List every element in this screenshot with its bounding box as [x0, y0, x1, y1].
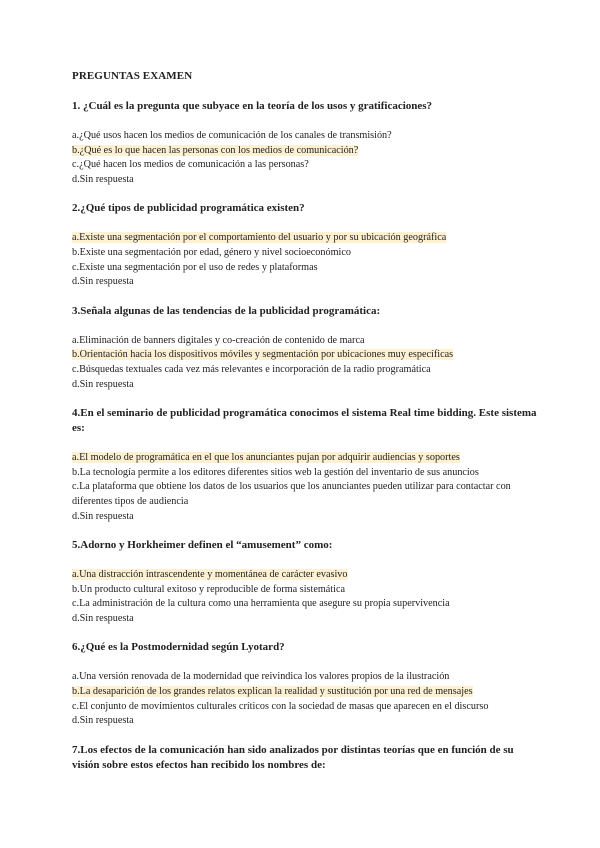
answer-option: d.Sin respuesta: [72, 510, 134, 522]
question-text: 1. ¿Cuál es la pregunta que subyace en la teoría de los usos y gratificaciones?: [72, 100, 433, 112]
answer-option: a.¿Qué usos hacen los medios de comunicación de los canales de transmisión?: [72, 130, 392, 141]
answer-option: a.Eliminación de banners digitales y co-creación de contenido de marca: [72, 334, 365, 346]
answer-option-highlighted: b.Orientación hacia los dispositivos móviles y segmentación por ubicaciones muy específicas: [72, 349, 454, 361]
question-1: [72, 99, 540, 187]
answer-option: c.La plataforma que obtiene los datos de los usuarios que los anunciantes pueden utilizar para contactar con diferentes tipos de audiencia: [72, 481, 511, 507]
question-6: [72, 640, 540, 728]
document-title: PREGUNTAS EXAMEN: [72, 70, 193, 82]
question-text: 5.Adorno y Horkheimer definen el “amusement” como:: [72, 539, 333, 552]
question-text: 3.Señala algunas de las tendencias de la publicidad programática:: [72, 304, 381, 317]
question-5: [72, 538, 540, 626]
answer-option: d.Sin respuesta: [72, 378, 134, 390]
answer-option: d.Sin respuesta: [72, 173, 134, 185]
question-2: [72, 201, 540, 289]
answer-option: d.Sin respuesta: [72, 715, 134, 727]
question-text: 7.Los efectos de la comunicación han sido analizados por distintas teorías que en función de su visión sobre estos efectos han recibido los nombres de:: [72, 743, 514, 771]
answer-option: b.Existe una segmentación por edad, género y nivel socioeconómico: [72, 246, 351, 258]
answer-option: b.Un producto cultural exitoso y reproducible de forma sistemática: [72, 583, 345, 595]
question-text: 4.En el seminario de publicidad programática conocimos el sistema Real time bidding. Este sistema es:: [72, 407, 537, 435]
answer-option: c.Búsquedas textuales cada vez más relevantes e incorporación de la radio programática: [72, 363, 431, 375]
answer-option-highlighted: a.Una distracción intrascendente y momentánea de carácter evasivo: [72, 569, 348, 581]
answer-option-highlighted: b.La desaparición de los grandes relatos explican la realidad y sustitución por una red de mensajes: [72, 686, 473, 698]
answer-option-highlighted: a.El modelo de programática en el que los anunciantes pujan por adquirir audiencias y soportes: [72, 452, 460, 464]
answer-option: c.¿Qué hacen los medios de comunicación a las personas?: [72, 159, 309, 171]
answer-option: c.La administración de la cultura como una herramienta que asegure su propia supervivencia: [72, 598, 450, 610]
question-text: 2.¿Qué tipos de publicidad programática existen?: [72, 202, 305, 215]
answer-option: c.El conjunto de movimientos culturales críticos con la sociedad de masas que aparecen en el discurso: [72, 700, 489, 712]
question-4: [72, 406, 540, 524]
answer-option: c.Existe una segmentación por el uso de redes y plataformas: [72, 261, 318, 273]
answer-option-highlighted: b.¿Qué es lo que hacen las personas con los medios de comunicación?: [72, 144, 359, 156]
question-3: [72, 304, 540, 392]
answer-option: a.Una versión renovada de la modernidad que reivindica los valores propios de la ilustración: [72, 671, 450, 683]
answer-option: d.Sin respuesta: [72, 276, 134, 288]
question-7: [72, 743, 540, 773]
question-text: 6.¿Qué es la Postmodernidad según Lyotard?: [72, 641, 285, 654]
answer-option: b.La tecnología permite a los editores diferentes sitios web la gestión del inventario de sus anuncios: [72, 466, 479, 478]
answer-option-highlighted: a.Existe una segmentación por el comportamiento del usuario y por su ubicación geográfica: [72, 232, 447, 244]
answer-option: d.Sin respuesta: [72, 612, 134, 624]
